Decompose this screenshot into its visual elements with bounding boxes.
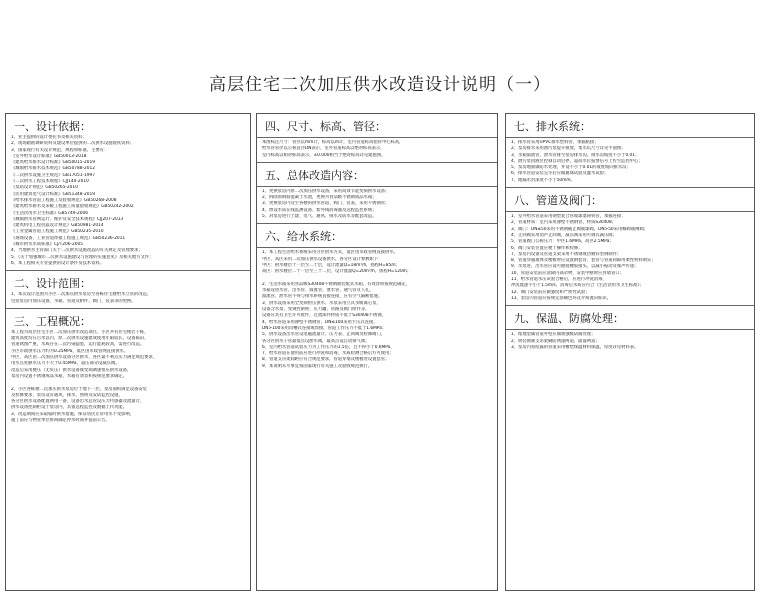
text-line: 5、供水设备出水管设电磁流量计、压力表、止回阀及检修阀门， bbox=[262, 332, 386, 338]
text-line: 9、水泵进、出水管应设可曲挠橡胶接头，以减小振动及噪声传递； bbox=[511, 264, 639, 270]
text-line: 1、本次设计范围为小区二次加压供水泵房至各栋住宅楼给水立管的改造， bbox=[11, 292, 152, 298]
text-line: 4、给水管道采用薄壁不锈钢管，DN≤100采用卡压式连接， bbox=[262, 319, 378, 325]
section-body-dimensions bbox=[257, 140, 497, 159]
section-heading-design-basis: 一、设计依据： bbox=[14, 120, 91, 133]
text-line: 《工业金属管道工程施工规范》GB50235-2010 bbox=[11, 229, 104, 235]
section-heading-pipes-valves: 八、管道及阀门： bbox=[506, 187, 754, 212]
section-body-water-supply bbox=[257, 250, 497, 370]
section-heading-renovation-content: 五、总体改造内容： bbox=[257, 162, 497, 187]
text-line: 2、管道材质：室内采用薄壁不锈钢管，材质S30408； bbox=[511, 220, 617, 226]
text-line: 用水点处静水压力不大于0.45MPa，超压部分设减压阀。 bbox=[11, 361, 120, 367]
text-line: 《二次供水工程技术规程》CJJ140-2010 bbox=[11, 179, 89, 185]
text-line: 《城镇给水排水技术规范》GB50788-2012 bbox=[11, 166, 95, 172]
text-line: 各分区供水干管最低点设泄水阀，最高点设自动排气阀； bbox=[262, 338, 370, 344]
text-line: 溢流管、泄水管不得与排水系统直接连接，应有空气隔断措施； bbox=[262, 294, 383, 300]
column-left bbox=[5, 113, 251, 591]
text-line: 5、泵房地面做防水处理，并设不小于0.01的坡度坡向排水沟； bbox=[511, 165, 631, 171]
text-line: 7、泵房内设备及管道支架采用不锈钢或热镀锌型钢制作； bbox=[511, 251, 622, 257]
section-heading-water-supply: 六、给水系统： bbox=[257, 223, 497, 248]
text-line: 室内标高以相对标高表示，±0.000相当于绝对标高详见建施图。 bbox=[262, 152, 386, 158]
text-line: 中区：供水楼层十一层至二十层，设计流量Q=18m³/h，扬程H=85m； bbox=[262, 262, 400, 268]
text-line: 《建筑给水排水及采暖工程施工质量验收规范》GB50242-2002 bbox=[11, 204, 134, 210]
text-line: 水箱设进水管、出水管、溢流管、泄水管、通气管及人孔， bbox=[262, 288, 374, 294]
section-heading-drainage: 七、排水系统： bbox=[506, 114, 754, 138]
text-line: 《现场设备、工业管道焊接工程施工规范》GB50236-2011 bbox=[11, 235, 126, 241]
text-line: 2、生活水箱采用食品级S30408不锈钢板装配式水箱，有效容积按规范确定， bbox=[262, 281, 411, 287]
text-line: 1、业主提供的设计委托书及相关资料； bbox=[11, 135, 87, 140]
text-line: 3、国家现行有关设计规范、规程和标准，主要有： bbox=[11, 147, 109, 153]
section-heading-insulation: 九、保温、防腐处理： bbox=[506, 305, 754, 330]
text-line: 1、室外给水管道采用钢塑复合管或球墨铸铁管，承插连接； bbox=[511, 214, 626, 220]
text-line: 2、拆除原钢筋混凝土水池，更换为食品级不锈钢成品水箱； bbox=[262, 195, 377, 201]
text-line: 《二次供水设施卫生规范》GB17051-1997 bbox=[11, 172, 95, 178]
text-line: 3、阀门：DN≤50采用不锈钢截止阀或球阀，DN>50采用蝶阀或闸阀； bbox=[511, 226, 649, 232]
text-line: 1、埋地金属管道外壁应做加强级防腐处理； bbox=[511, 332, 596, 338]
section-body-drainage bbox=[506, 140, 754, 184]
text-line: 13、泵房内管道应按规定涂刷色环及介质流向标识。 bbox=[511, 295, 611, 301]
text-line: 10、管道安装前应清除内部杂物，安装中断时应封堵管口； bbox=[511, 270, 624, 276]
text-line: 3、泵房内易结露的管道采用橡塑保温材料保温，厚度详见材料表。 bbox=[511, 344, 639, 350]
text-line: 3、水箱溢流管、泄水管排至泵房排水沟，排水沟坡度不小于0.01； bbox=[511, 152, 640, 158]
text-line: 中区、高区由二次加压供水设备分区供水，各区最不利点压力满足规范要求， bbox=[11, 355, 158, 361]
text-line: 《城镇供水管网运行、维护及安全技术规程》CJJ207-2013 bbox=[11, 216, 124, 222]
section-heading-project-overview: 三、工程概况： bbox=[6, 308, 250, 330]
text-line: 《生活饮用水卫生标准》GB5749-2006 bbox=[11, 210, 88, 216]
text-line: 7、地漏水封深度不小于50mm。 bbox=[511, 177, 575, 183]
text-line: 泵房内设置不锈钢成品水箱，水箱有效容积按规范要求确定。 bbox=[11, 373, 128, 379]
text-line: 给水管管径以公称直径DN表示，室外管道标高以绝对标高表示， bbox=[262, 146, 385, 152]
text-line: 8、管道支吊架间距应符合规范要求，管道穿墙及楼板处设置套管； bbox=[262, 357, 390, 363]
text-line: 5、对泵房进行土建、电气、通风、排水及防水等配套改造。 bbox=[262, 214, 377, 220]
text-line: 5、《关于加强城市二次供水设施建设与管理的实施意见》及相关地方文件； bbox=[11, 254, 154, 260]
text-line: 《泵站设计规范》GB50265-2010 bbox=[11, 185, 78, 191]
text-line: 4、增设水质在线监测设备、紫外线消毒器及远程监控系统； bbox=[262, 207, 377, 213]
text-line: 4、止回阀采用消声止回阀，减压阀采用可调式减压阀； bbox=[511, 232, 617, 238]
section-body-design-scope bbox=[6, 292, 250, 305]
text-line: 《民用建筑电气设计标准》GB51348-2019 bbox=[11, 191, 95, 197]
text-line: 1、本工程生活给水系统采用分区供水方式，低区由市政管网直接供水， bbox=[262, 250, 398, 256]
text-line: 1、更换泵房内原二次加压供水设备，采用高效节能变频供水设备； bbox=[262, 188, 390, 194]
text-line: 《给水排水管道工程施工及验收规范》GB50268-2008 bbox=[11, 197, 117, 203]
text-line: 《建筑机电工程抗震设计规范》GB50981-2014 bbox=[11, 223, 104, 229]
text-line: 改造后采用叠压（无负压）供水设备或变频调速恒压供水设备， bbox=[11, 367, 132, 373]
text-line: 9、本说明未尽事宜按国家现行有关施工及验收规范执行。 bbox=[262, 363, 373, 369]
text-line: 设备含水泵、变频控制柜、压力罐、管路及阀门附件等， bbox=[262, 307, 370, 313]
text-line: 及检修要求，泵房设有通风、排水、照明及安防监控设施， bbox=[11, 392, 123, 398]
text-line: 《建筑给水排水设计标准》GB50015-2019 bbox=[11, 160, 95, 166]
text-line: 2、明装钢制支吊架刷防锈漆两道，面漆两道； bbox=[511, 338, 600, 344]
text-line: 包括泵房内加压设备、水箱、管道及附件、阀门、仪表等的更换。 bbox=[11, 298, 136, 304]
text-line: 建筑高度均在百米以内，原二次供水设施建成使用年限较长，设备陈旧， bbox=[11, 336, 149, 342]
text-line: 4、当地供水主管部门关于二次供水设施改造的有关规定及管理要求； bbox=[11, 248, 143, 254]
text-line: 中区、高区采用二次加压供水设备供水，各分区设计参数如下： bbox=[262, 256, 383, 262]
section-body-design-basis bbox=[6, 135, 250, 267]
text-line: 《室外给水设计标准》GB50013-2018 bbox=[11, 153, 87, 159]
text-line: 设备应具有卫生许可批件，过流部件材质不低于S30408不锈钢。 bbox=[262, 313, 386, 319]
text-line: 12、阀门安装前应做强度和严密性试验； bbox=[511, 289, 590, 295]
text-line: 8、管道穿越墙体及楼板时应设置钢套管，套管与管道间隙用柔性材料填实； bbox=[511, 258, 656, 264]
text-line: 2、小区各栋楼二次加压供水泵房位于地下一层，泵房面积满足设备安装 bbox=[11, 386, 147, 392]
text-line: 本图标注尺寸：管径以mm计，标高以m计，室内管道标高指管中心标高， bbox=[262, 140, 404, 145]
text-line: 4、潜污泵由液位控制自动启停，超高水位报警信号上传至监控中心； bbox=[511, 158, 643, 164]
text-line: 3、更换泵房内及至各楼的供水管道、阀门、仪表，采用不锈钢管； bbox=[262, 201, 390, 207]
column-middle bbox=[256, 113, 498, 591]
text-line: 冲洗流速不小于1.5m/s，消毒后水质应符合《生活饮用水卫生标准》； bbox=[511, 283, 644, 289]
text-line: 7、给水管道在使用前应进行冲洗和消毒，水质检测合格后方可使用； bbox=[262, 351, 394, 357]
text-line: 6、室内给水管道试验压力为工作压力的1.5倍，且不得小于0.6MPa， bbox=[262, 344, 395, 350]
text-line: 《城市供水水质标准》CJ/T206-2005 bbox=[11, 242, 83, 248]
text-line: 3、改造期间应采取临时供水措施，保证居民正常用水不受影响， bbox=[11, 411, 135, 417]
text-line: 本工程为高层住宅小区二次加压供水改造项目，小区共有住宅楼若干栋， bbox=[11, 329, 149, 335]
text-line: 6、本工程相关专业提供的设计条件及技术资料。 bbox=[11, 260, 104, 266]
text-line: DN>100采用沟槽式连接或焊接，管道工作压力不低于1.6MPa； bbox=[262, 325, 387, 331]
text-line: 6、排水管道安装完毕后应做通球试验及灌水试验； bbox=[511, 171, 609, 177]
text-line: 小区市政供水压力约为0.25MPa，低区由市政管网直接供水， bbox=[11, 348, 129, 354]
text-line: 5、管道阀门公称压力：中区1.6MPa，高区2.5MPa； bbox=[511, 239, 614, 245]
text-line: 2、泵房排水采用潜污泵提升排放，集水坑尺寸详见平面图； bbox=[511, 146, 626, 152]
column-right bbox=[505, 113, 755, 591]
text-line: 管道锈蚀严重，水质存在二次污染隐患，运行能耗较高，需进行改造。 bbox=[11, 342, 145, 348]
text-line: 1、排水管采用UPVC排水塑料管，承插粘接； bbox=[511, 140, 599, 145]
text-line: 高区：供水楼层二十一层至三十二层，设计流量Q=20m³/h，扬程H=120m； bbox=[262, 269, 412, 275]
section-body-insulation bbox=[506, 332, 754, 351]
text-line: 11、给水管道水压试验合格后，应进行冲洗消毒， bbox=[511, 277, 607, 283]
text-line: 供水设备控制柜设于泵房内，具备远程监控及数据上传功能。 bbox=[11, 405, 128, 411]
text-line: 3、供水设备采用全变频恒压供水，水泵采用立式多级离心泵， bbox=[262, 300, 381, 306]
page-title: 高层住宅二次加压供水改造设计说明（一） bbox=[209, 75, 551, 95]
text-line: 6、阀门安装位置应便于操作和检修； bbox=[511, 245, 583, 251]
text-line: 2、现场踏勘调研资料及建设单位提供的二次供水设施现状资料； bbox=[11, 141, 135, 147]
text-line: 各分区供水设备配置两用一备，设备出水总管设压力传感器及流量计， bbox=[11, 399, 145, 405]
section-body-renovation-content bbox=[257, 189, 497, 220]
section-heading-dimensions: 四、尺寸、标高、管径： bbox=[257, 114, 497, 138]
text-line: 施工前应与物业单位协商确定停水时间并提前公告。 bbox=[11, 417, 110, 423]
section-heading-design-scope: 二、设计范围： bbox=[6, 270, 250, 292]
section-body-pipes-valves bbox=[506, 214, 754, 302]
section-body-project-overview bbox=[6, 330, 250, 424]
